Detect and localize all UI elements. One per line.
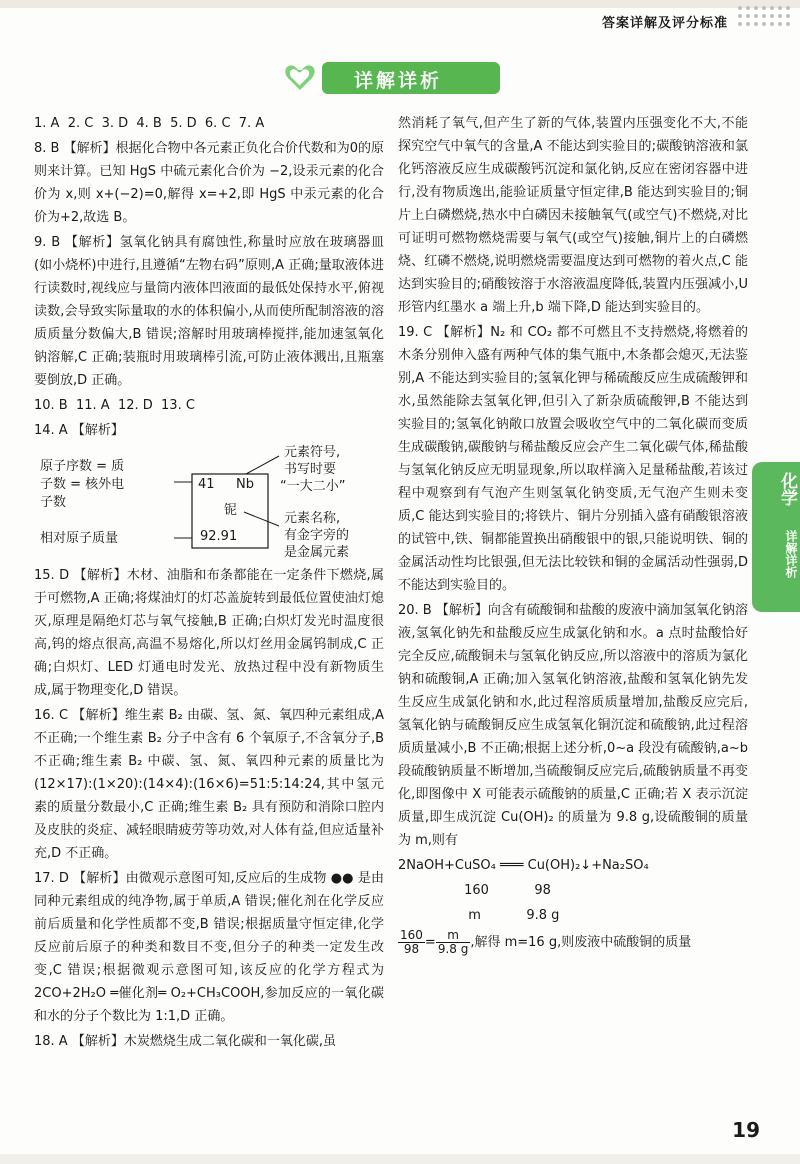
fraction-2-numerator: m	[436, 929, 471, 943]
section-banner	[280, 58, 520, 98]
answer-line-10-13: 10. B 11. A 12. D 13. C	[34, 398, 195, 413]
answer-18-continued: 然消耗了氧气,但产生了新的气体,装置内压强变化不大,不能探究空气中氧气的含量,A 不能达到实验目的;碳酸钠溶液和氯化钙溶液反应生成碳酸钙沉淀和氯化钠,反应在密闭容器中进行,没有物质逸出,能验证质量守恒定律,B 能达到实验目的;铜片上白磷燃烧,热水中白磷因未接触氧气(或空气)不燃烧,对比可证明可燃物燃烧需要与氧气(或空气)接触,铜片上的白磷燃烧、红磷不燃烧,说明燃烧需要温度达到可燃物的着火点,C 能达到实验目的;硝酸铵溶于水溶液温度降低,装置内压强减小,U 形管内红墨水 a 端上升,b 端下降,D 能达到实验目的。	[398, 116, 748, 315]
section-label: 详解详析	[784, 530, 798, 578]
answer-20: 20. B 【解析】向含有硫酸铜和盐酸的废液中滴加氢氧化钠溶液,氢氧化钠先和盐酸反应生成氯化钠和水。a 点时盐酸恰好完全反应,硫酸铜未与氢氧化钠反应,所以溶液中的溶质为氯化钠和硫酸铜,A 正确;加入氢氧化钠溶液,盐酸和氢氧化钠先发生反应生成氯化钠和水,此过程溶质质量增加,盐酸反应完后,氢氧化钠与硫酸铜反应生成氢氧化铜沉淀和硫酸钠,此过程溶质质量减小,B 不正确;根据上述分析,0~a 段没有硫酸钠,a~b 段硫酸钠质量不断增加,当硫酸铜反应完后,硫酸钠质量不再变化,即图像中 X 可能表示硫酸钠的质量,C 正确;若 X 表示沉淀质量,即生成沉淀 Cu(OH)₂ 的质量为 9.8 g,设硫酸铜的质量为 m,则有	[398, 603, 748, 848]
fraction-2-denominator: 9.8 g	[437, 942, 469, 956]
element-symbol: Nb	[236, 477, 254, 492]
element-name: 铌	[224, 503, 238, 518]
element-mass: 92.91	[200, 529, 238, 544]
left-column	[34, 112, 384, 1055]
name-note-1: 元素名称,	[284, 511, 341, 526]
equation-ratio-line: $\frac{160}{98}$ = $\frac{m}{9.8 g}$ ,解得 m=16 g,则废液中硫酸铜的质量	[400, 928, 692, 956]
atomic-number-label-2: 子数 = 核外电	[40, 477, 125, 492]
equation-line-1: 2NaOH+CuSO₄ ═══ Cu(OH)₂↓+Na₂SO₄	[398, 858, 649, 873]
element-number: 41	[198, 477, 215, 492]
equation-tail: ,解得 m=16 g,则废液中硫酸铜的质量	[470, 935, 692, 950]
fraction-1	[398, 929, 425, 956]
name-note-3: 是金属元素	[284, 545, 350, 560]
answer-8: 8. B 【解析】根据化合物中各元素正负化合价代数和为0的原则来计算。已知 HgS 中硫元素化合价为 −2,设汞元素的化合价为 x,则 x+(−2)=0,解得 x=+2,即 HgS 中汞元素的化合价为+2,故选 B。	[34, 141, 384, 225]
fraction-1-denominator: 98	[403, 942, 420, 956]
equation-line-3: m 9.8 g	[398, 908, 560, 923]
answer-16: 16. C 【解析】维生素 B₂ 由碳、氢、氮、氧四种元素组成,A 不正确;一个维生素 B₂ 分子中含有 6 个氧原子,不含氧分子,B 不正确;维生素 B₂ 中碳、氢、氮、氧四种元素的质量比为(12×17):(1×20):(14×4):(16×6)=51:5:14:24,其中氢元素的质量分数最小,C 正确;维生素 B₂ 具有预防和消除口腔内及皮肤的炎症、减轻眼睛疲劳等功效,对人体有益,但应适量补充,D 不正确。	[34, 708, 384, 861]
atomic-mass-label: 相对原子质量	[40, 531, 119, 546]
page-number: 19	[732, 1118, 760, 1142]
symbol-note-3: “一大二小”	[280, 479, 346, 494]
equation-line-2: 160 98	[398, 883, 551, 898]
answer-15: 15. D 【解析】木材、油脂和布条都能在一定条件下燃烧,属于可燃物,A 正确;将煤油灯的灯芯盖旋转到最低位置使油灯熄灭,原理是隔绝灯芯与氧气接触,B 正确;白炽灯发光时温度很高,钨的熔点很高,高温不易熔化,所以灯丝用金属钨制成,C 正确;白炽灯、LED 灯通电时发光、放热过程中没有新物质生成,属于物理变化,D 错误。	[34, 568, 384, 698]
answer-17: 17. D 【解析】由微观示意图可知,反应后的生成物 ●● 是由同种元素组成的纯净物,属于单质,A 错误;催化剂在化学反应前后质量和化学性质都不变,B 错误;根据质量守恒定律,化学反应前后原子的种类和数目不变,但分子的种类一定发生改变,C 错误;根据微观示意图可知,该反应的化学方程式为 2CO+2H₂O ═催化剂═ O₂+CH₃COOH,参加反应的一氧化碳和水的分子个数比为 1:1,D 正确。	[34, 871, 384, 1024]
fraction-2	[436, 929, 471, 956]
name-note-2: 有金字旁的	[284, 528, 350, 543]
answer-line-1-7: 1. A 2. C 3. D 4. B 5. D 6. C 7. A	[34, 116, 265, 131]
right-column	[398, 112, 748, 958]
header-title: 答案详解及评分标准	[601, 16, 728, 31]
element-card-diagram	[34, 444, 384, 560]
banner-label: 详解详析	[354, 70, 443, 92]
answer-19: 19. C 【解析】N₂ 和 CO₂ 都不可燃且不支持燃烧,将燃着的木条分别伸入盛有两种气体的集气瓶中,木条都会熄灭,无法鉴别,A 不能达到实验目的;氢氧化钾与稀硫酸反应生成硫酸钾和水,虽然能除去氢氧化钾,但引入了新杂质硫酸钾,B 不能达到实验目的;氢氧化钠敞口放置会吸收空气中的二氧化碳而变质生成碳酸钠,碳酸钠与稀盐酸反应会产生二氧化碳气体,稀盐酸与氢氧化钠反应无明显现象,所以取样滴入足量稀盐酸,若该过程中观察到有气泡产生则氢氧化钠变质,无气泡产生则未变质,C 能达到实验目的;将铁片、铜片分别插入盛有硝酸银溶液的试管中,铁、铜都能置换出硝酸银中的银,只能说明铁、铜的金属活动性均比银强,但无法比较铁和铜的金属活动性强弱,D 不能达到实验目的。	[398, 325, 748, 593]
symbol-note-2: 书写时要	[284, 462, 337, 477]
answer-18: 18. A 【解析】木炭燃烧生成二氧化碳和一氧化碳,虽	[34, 1034, 336, 1049]
subject-label: 化学	[777, 472, 797, 506]
symbol-note-1: 元素符号,	[284, 445, 341, 460]
answer-14: 14. A 【解析】	[34, 423, 124, 438]
atomic-number-label-3: 子数	[40, 495, 67, 510]
bottom-strip	[0, 1154, 800, 1164]
page-header	[0, 0, 800, 40]
fraction-1-numerator: 160	[400, 928, 423, 942]
subject-side-tab	[752, 462, 800, 612]
answer-9: 9. B 【解析】氢氧化钠具有腐蚀性,称量时应放在玻璃器皿(如小烧杯)中进行,且遵循“左物右码”原则,A 正确;量取液体进行读数时,视线应与量筒内液体凹液面的最低处保持水平,俯视读数,会导致实际量取的水的体积偏小,从而使所配制溶液的溶质质量分数偏大,B 错误;溶解时用玻璃棒搅拌,能加速氢氧化钠溶解,C 正确;装瓶时用玻璃棒引流,可防止液体溅出,且瓶塞要倒放,D 正确。	[34, 235, 384, 388]
atomic-number-label: 原子序数 = 质	[40, 459, 125, 474]
dot-grid-icon	[736, 4, 792, 34]
